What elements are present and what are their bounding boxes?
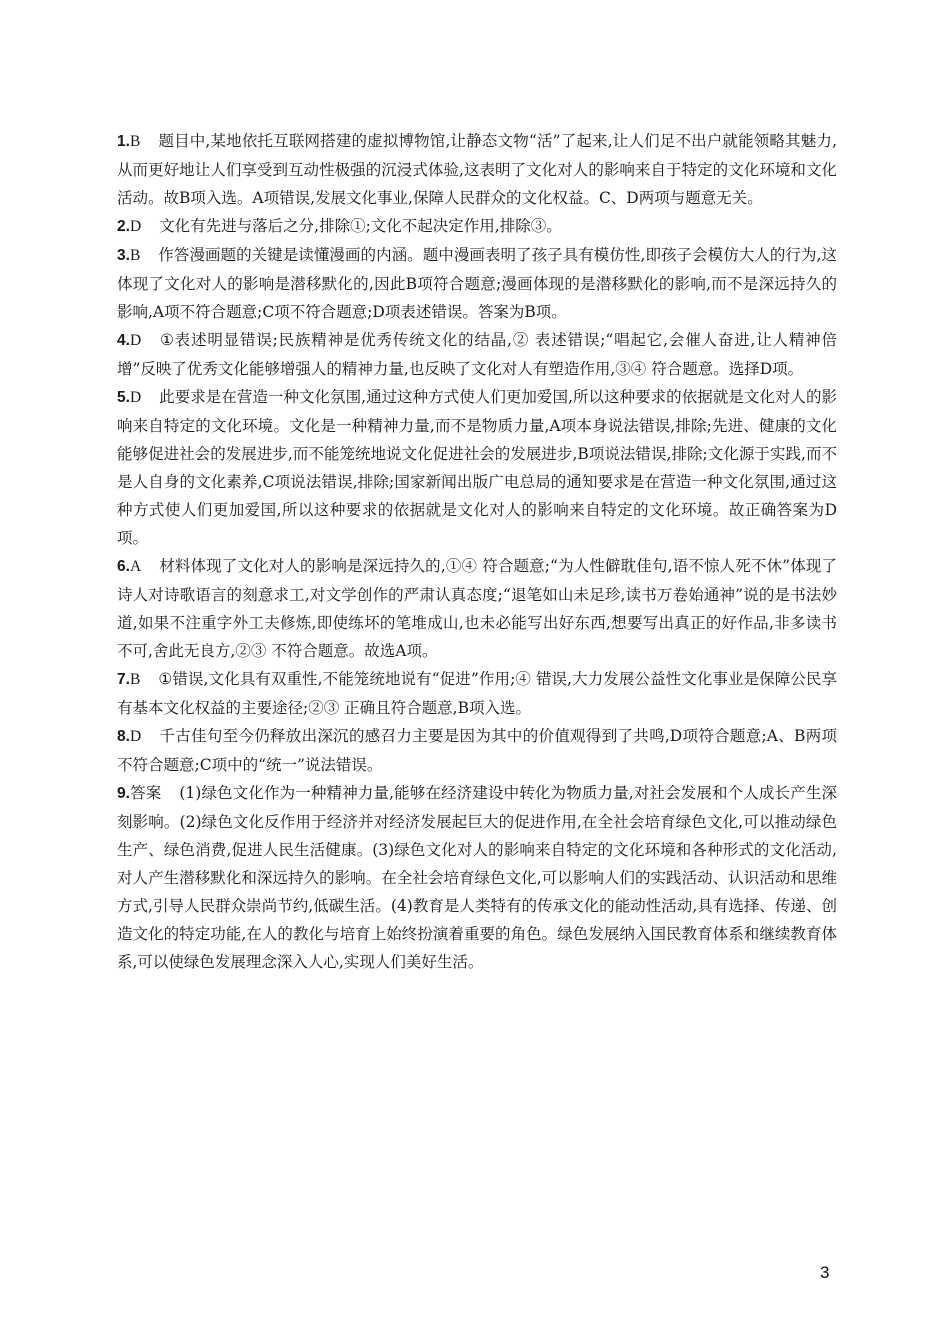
answer-key: B (129, 247, 141, 264)
answer-key: D (129, 332, 142, 349)
answer-item-3 (117, 241, 837, 326)
answer-explanation: 千古佳句至今仍释放出深沉的感召力主要是因为其中的价值观得到了共鸣,D项符合题意;A、B两项不符合题意;C项中的“统一”说法错误。 (117, 727, 837, 774)
answer-number: 2. (117, 218, 130, 235)
answer-explanation: (1)绿色文化作为一种精神力量,能够在经济建设中转化为物质力量,对社会发展和个人成长产生深刻影响。(2)绿色文化反作用于经济并对经济发展起巨大的促进作用,在全社会培育绿色文化,可以推动绿色生产、绿色消费,促进人民生活健康。(3)绿色文化对人的影响来自特定的文化环境和各种形式的文化活动,对人产生潜移默化和深远持久的影响。在全社会培育绿色文化,可以影响人们的实践活动、认识活动和思维方式,引导人民群众崇尚节约,低碳生活。(4)教育是人类特有的传承文化的能动性活动,具有选择、传递、创造文化的特定功能,在人的教化与培育上始终扮演着重要的角色。绿色发展纳入国民教育体系和继续教育体系,可以使绿色发展理念深入人心,实现人们美好生活。 (117, 784, 837, 971)
answer-item-4 (117, 326, 837, 383)
answer-explanation: 题目中,某地依托互联网搭建的虚拟博物馆,让静态文物“活”了起来,让人们足不出户就能领略其魅力,从而更好地让人们享受到互动性极强的沉浸式体验,这表明了文化对人的影响来自于特定的文化环境和文化活动。故B项入选。A项错误,发展文化事业,保障人民群众的文化权益。C、D两项与题意无关。 (117, 132, 837, 207)
answer-key: D (129, 728, 142, 745)
answer-explanation: 此要求是在营造一种文化氛围,通过这种方式使人们更加爱国,所以这种要求的依据就是文化对人的影响来自特定的文化环境。文化是一种精神力量,而不是物质力量,A项本身说法错误,排除;先进、健康的文化能够促进社会的发展进步,而不能笼统地说文化促进社会的发展进步,B项说法错误,排除;文化源于实践,而不是人自身的文化素养,C项说法错误,排除;国家新闻出版广电总局的通知要求是在营造一种文化氛围,通过这种方式使人们更加爱国,所以这种要求的依据就是文化对人的影响来自特定的文化环境。故正确答案为D项。 (117, 388, 837, 547)
answer-item-1 (117, 127, 837, 212)
answer-key: D (129, 389, 142, 406)
answer-explanation: 文化有先进与落后之分,排除①;文化不起决定作用,排除③。 (159, 217, 562, 235)
page-number: 3 (820, 1263, 830, 1282)
answer-item-2 (117, 212, 837, 241)
answer-item-8 (117, 722, 837, 779)
answer-number: 8. (117, 728, 130, 745)
answer-item-5 (117, 383, 837, 552)
answer-explanation: 作答漫画题的关键是读懂漫画的内涵。题中漫画表明了孩子具有模仿性,即孩子会模仿大人的行为,这体现了文化对人的影响是潜移默化的,因此B项符合题意;漫画体现的是潜移默化的影响,而不是深远持久的影响,A项不符合题意;C项不符合题意;D项表述错误。答案为B项。 (117, 246, 837, 321)
answer-key: D (129, 218, 142, 235)
answer-number: 4. (117, 332, 130, 349)
answer-key: B (129, 671, 141, 688)
answer-number: 9. (117, 785, 130, 802)
answer-number: 5. (117, 389, 130, 406)
answer-number: 6. (117, 558, 130, 575)
answer-key: 答案 (129, 785, 162, 802)
answer-item-7 (117, 665, 837, 722)
answer-item-6 (117, 552, 837, 665)
answer-number: 1. (117, 133, 130, 150)
answer-key: A (129, 558, 142, 575)
answer-number: 3. (117, 247, 130, 264)
answer-explanation: 材料体现了文化对人的影响是深远持久的,①④ 符合题意;“为人性僻耽佳句,语不惊人死不休”体现了诗人对诗歌语言的刻意求工,对文学创作的严肃认真态度;“退笔如山未足珍,读书万卷始通神”说的是书法妙道,如果不注重字外工夫修炼,即使练坏的笔堆成山,也未必能写出好东西,想要写出真正的好作品,非多读书不可,舍此无良方,②③ 不符合题意。故选A项。 (117, 557, 837, 660)
answer-number: 7. (117, 671, 130, 688)
answer-item-9 (117, 779, 837, 976)
answer-explanation: ①表述明显错误;民族精神是优秀传统文化的结晶,② 表述错误;“唱起它,会催人奋进,让人精神倍增”反映了优秀文化能够增强人的精神力量,也反映了文化对人有塑造作用,③④ 符合题意。选择D项。 (117, 331, 837, 378)
answer-key: B (129, 133, 141, 150)
answer-explanation: ①错误,文化具有双重性,不能笼统地说有“促进”作用;④ 错误,大力发展公益性文化事业是保障公民享有基本文化权益的主要途径;②③ 正确且符合题意,B项入选。 (117, 670, 837, 717)
answer-list (117, 127, 837, 976)
